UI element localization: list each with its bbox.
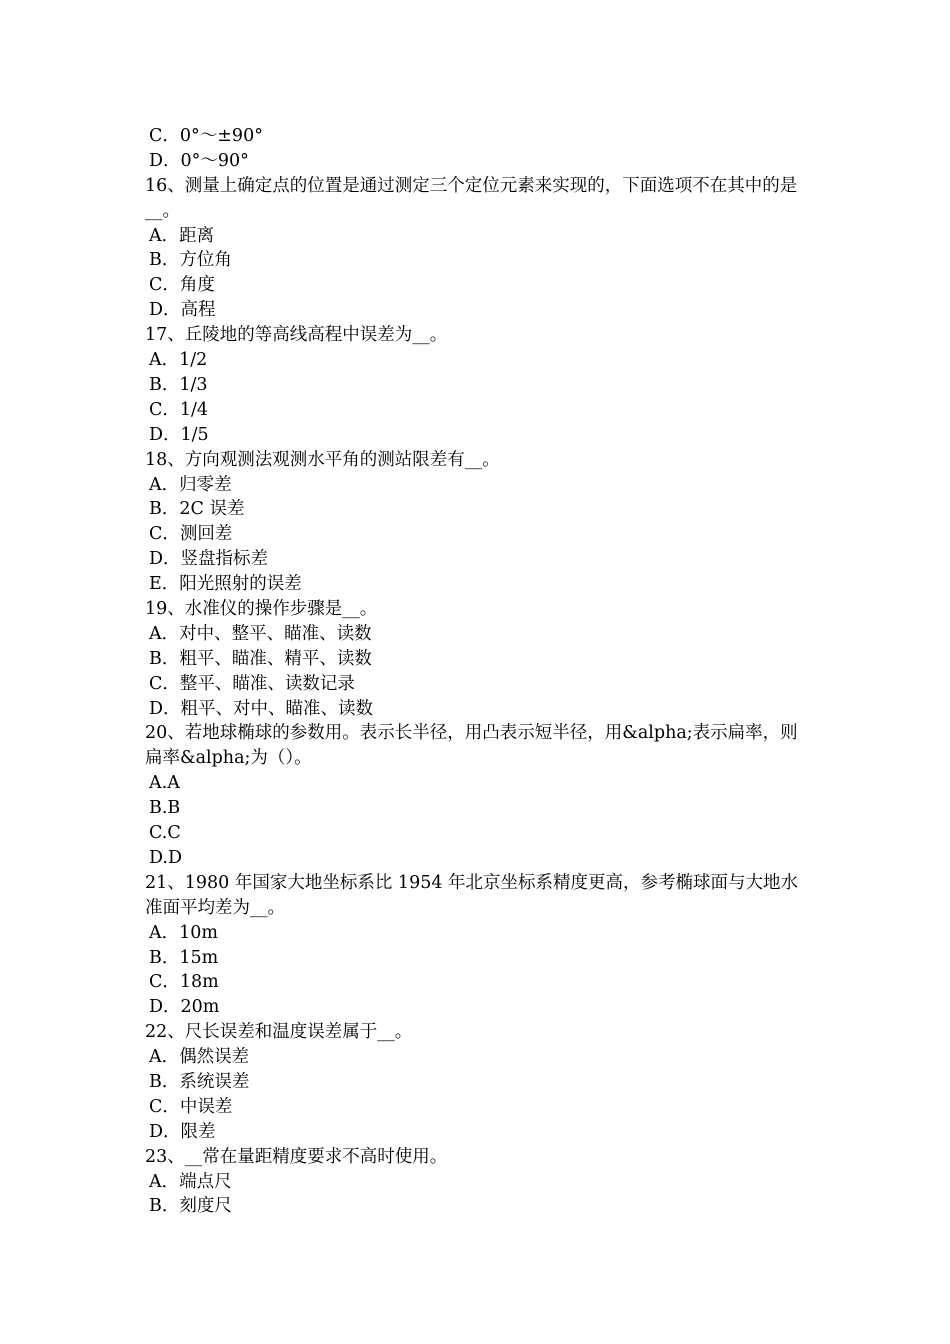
answer-option: D．20m [149,997,220,1018]
answer-option: C．1/4 [149,399,209,420]
answer-option: A．端点尺 [149,1171,232,1192]
answer-option: A．距离 [149,225,215,246]
answer-option: B．系统误差 [149,1072,250,1092]
answer-option: B．15m [149,947,219,968]
answer-option: D．粗平、对中、瞄准、读数 [149,698,374,719]
answer-option: B．方位角 [149,250,232,271]
answer-option: B．粗平、瞄准、精平、读数 [149,648,372,669]
question-text: 20、若地球椭球的参数用。表示长半径，用凸表示短半径，用&alpha;表示扁率，则扁率&alpha;为（）。 [145,723,798,769]
question-text: 23、__常在量距精度要求不高时使用。 [145,1146,448,1167]
answer-option: B.B [149,798,181,819]
answer-option: A．1/2 [149,350,208,371]
answer-option: A．偶然误差 [149,1047,250,1068]
answer-option: E．阳光照射的误差 [149,574,302,595]
answer-option: C．整平、瞄准、读数记录 [149,673,355,694]
answer-option: A．归零差 [149,474,232,495]
answer-option: C．测回差 [149,524,233,545]
question-text: 22、尺长误差和温度误差属于__。 [145,1022,413,1043]
question-text: 17、丘陵地的等高线高程中误差为__。 [145,325,448,346]
answer-option: C．18m [149,972,219,993]
answer-option: A．对中、整平、瞄准、读数 [149,623,372,644]
answer-option: D．竖盘指标差 [149,549,269,570]
answer-option: C．0°～±90° [149,126,263,146]
answer-option: B．2C 误差 [149,499,245,520]
question-text: 21、1980 年国家大地坐标系比 1954 年北京坐标系精度更高，参考椭球面与大地水准面平均差为__。 [145,872,799,918]
answer-option: C．中误差 [149,1096,233,1117]
question-text: 18、方向观测法观测水平角的测站限差有__。 [145,449,500,470]
answer-option: C．角度 [149,275,215,296]
answer-option: A．10m [149,922,219,943]
answer-option: D．限差 [149,1121,216,1142]
answer-option: D．高程 [149,300,216,321]
exam-questions [145,124,810,1219]
answer-option: D.D [149,847,183,868]
question-text: 19、水准仪的操作步骤是__。 [145,598,378,619]
answer-option: B．1/3 [149,374,208,395]
answer-option: C.C [149,823,181,844]
answer-option: A.A [149,773,180,794]
answer-option: D．1/5 [149,424,209,445]
answer-option: B．刻度尺 [149,1196,232,1217]
answer-option: D．0°～90° [149,150,249,171]
question-text: 16、测量上确定点的位置是通过测定三个定位元素来实现的，下面选项不在其中的是__。 [145,175,798,221]
